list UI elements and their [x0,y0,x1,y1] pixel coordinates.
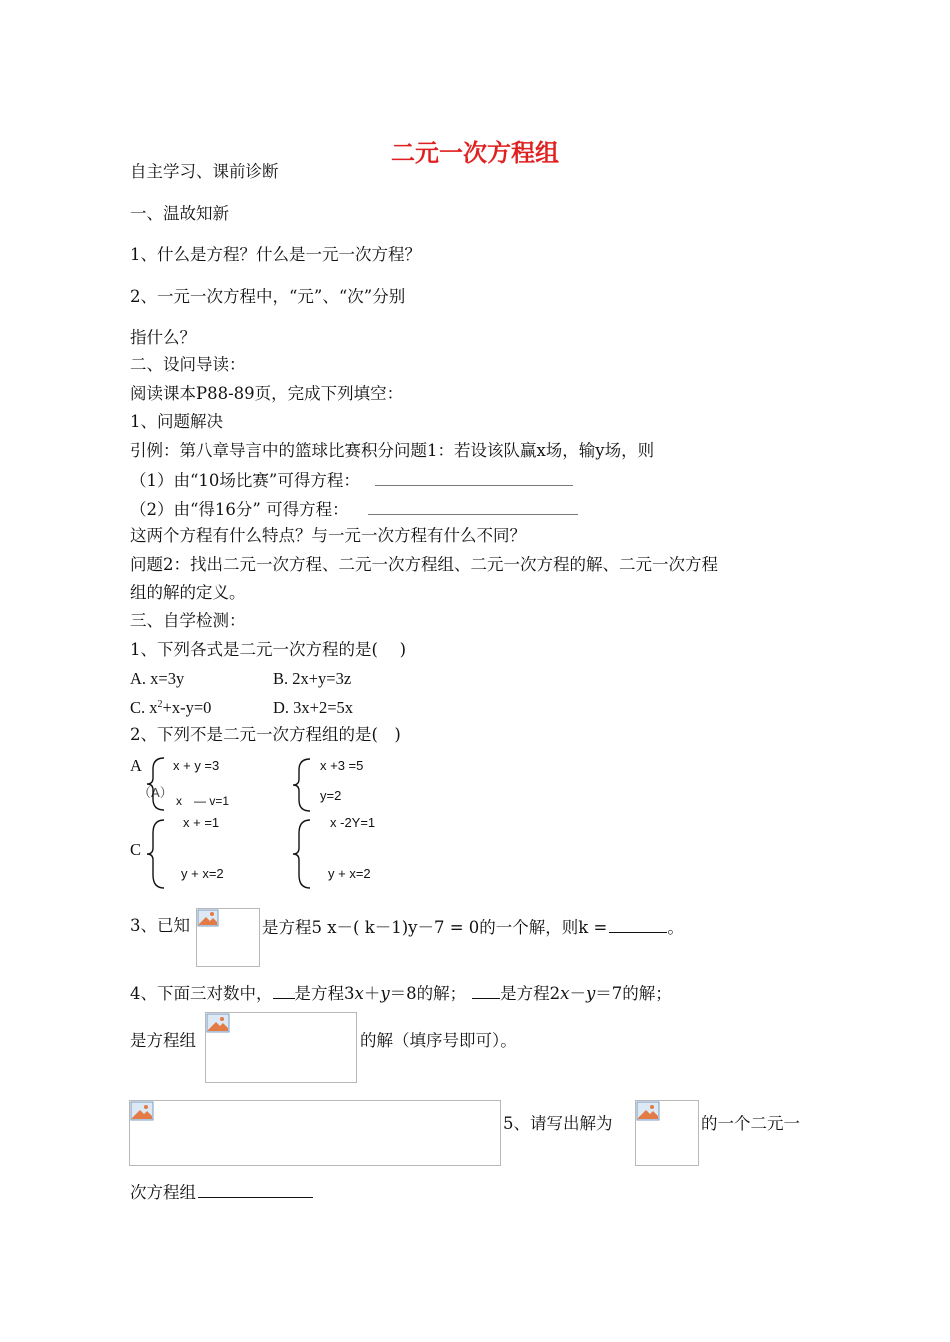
reading-instruction: 阅读课本P88-89页，完成下列填空： [130,384,404,403]
q4-blank-2[interactable] [472,984,500,999]
test-question-5-line-2 [130,1183,313,1202]
test-question-1: 1、下列各式是二元一次方程的是( ) [130,640,407,659]
system-a-brace [144,756,170,812]
q4-eq1-end: ＝8的解； [389,984,467,1003]
section-self-test: 三、自学检测： [130,611,246,630]
compare-question: 这两个方程有什么特点？与一元一次方程有什么不同？ [130,526,526,545]
option-d: D. 3x+2=5x [273,698,354,717]
problem-solving-heading: 1、问题解决 [130,412,223,431]
fill-line-1-text: （1）由“10场比赛”可得方程： [130,471,360,490]
system-d-brace [290,818,316,890]
system-c-eq1: x + =1 [183,815,220,830]
option-c-base: C. x [130,698,158,717]
broken-image-icon [197,909,219,927]
system-a-overlap-label: （A） [138,785,173,800]
question-review-1: 1、什么是方程？什么是一元一次方程？ [130,245,421,264]
section-guided-reading: 二、设问导读： [130,355,246,374]
broken-image-icon [130,1101,154,1121]
answer-blank-2[interactable] [368,500,578,515]
fill-line-2 [130,500,578,519]
q4-broken-image [205,1012,357,1083]
broken-image-icon [636,1101,660,1121]
q3-broken-image [196,908,260,967]
q4-eq2-end: ＝7的解； [595,984,672,1003]
example-text: 引例：第八章导言中的篮球比赛积分问题1：若设该队赢x场，输y场，则 [130,441,655,460]
q4-blank-1[interactable] [273,984,295,999]
option-c-exponent: 2 [157,699,163,710]
question-2-line-1: 问题2：找出二元一次方程、二元一次方程组、二元一次方程的解、二元一次方程 [130,555,718,574]
q4-minus: － [569,984,586,1003]
question-review-2-cont: 指什么？ [130,328,196,347]
test-question-3 [262,918,684,937]
option-c-rest: +x-y=0 [162,698,212,717]
system-a-label: A [130,756,142,775]
system-c-eq2: y + x=2 [181,866,224,881]
k-answer-blank[interactable] [609,918,667,933]
section-self-study: 自主学习、课前诊断 [130,162,279,181]
system-a-eq1: x + y =3 [173,758,220,773]
q4-var-x1: x [354,984,364,1003]
fill-line-1 [130,471,573,490]
q4-var-y2: y [585,984,596,1003]
system-a-eq2: x — v=1 [176,794,230,808]
test-question-3-text: 是方程5 x－( k－1)y－7 = 0的一个解，则k = [262,918,608,937]
q4-eq2-start: 是方程2 [500,984,561,1003]
system-b-brace [290,757,316,813]
system-b-eq2: y=2 [320,788,342,803]
test-question-5-cont: 的一个二元一 [701,1114,800,1133]
fill-line-2-text: （2）由“得16分” 可得方程： [130,500,349,519]
page-title: 二元一次方程组 [391,139,559,167]
answer-blank-1[interactable] [375,471,573,486]
test-question-3-prefix: 3、已知 [130,916,190,935]
test-question-4 [130,984,672,1003]
system-b-eq1: x +3 =5 [320,758,364,773]
system-d-eq1: x -2Y=1 [330,815,376,830]
system-c-label: C [130,840,142,859]
test-question-3-end: 。 [667,918,684,937]
q4-eq1-start: 是方程3 [294,984,355,1003]
test-question-2: 2、下列不是二元一次方程组的是( ) [130,725,401,744]
q4-lead: 4、下面三对数中， [130,984,273,1003]
option-c [130,700,211,717]
q4-plus: ＋ [363,984,381,1003]
test-question-5: 5、请写出解为 [503,1114,613,1133]
q4-line-2-prefix: 是方程组 [130,1031,196,1050]
option-b: B. 2x+y=3z [273,669,352,688]
section-review: 一、温故知新 [130,204,229,223]
q4-var-x2: x [560,984,570,1003]
system-d-eq2: y + x=2 [328,866,371,881]
q5-answer-blank[interactable] [198,1183,313,1198]
q5-line-2-text: 次方程组 [130,1183,196,1202]
broken-image-icon [206,1013,230,1033]
q4-var-y1: y [380,984,390,1003]
q5-broken-image-wide [129,1100,501,1166]
question-review-2: 2、一元一次方程中，“元”、“次”分别 [130,287,406,306]
option-a: A. x=3y [130,669,185,688]
question-2-line-2: 组的解的定义。 [130,583,246,602]
system-c-brace [144,818,170,890]
q4-line-2-suffix: 的解（填序号即可）。 [360,1031,517,1050]
q5-broken-image-solution [635,1100,699,1166]
